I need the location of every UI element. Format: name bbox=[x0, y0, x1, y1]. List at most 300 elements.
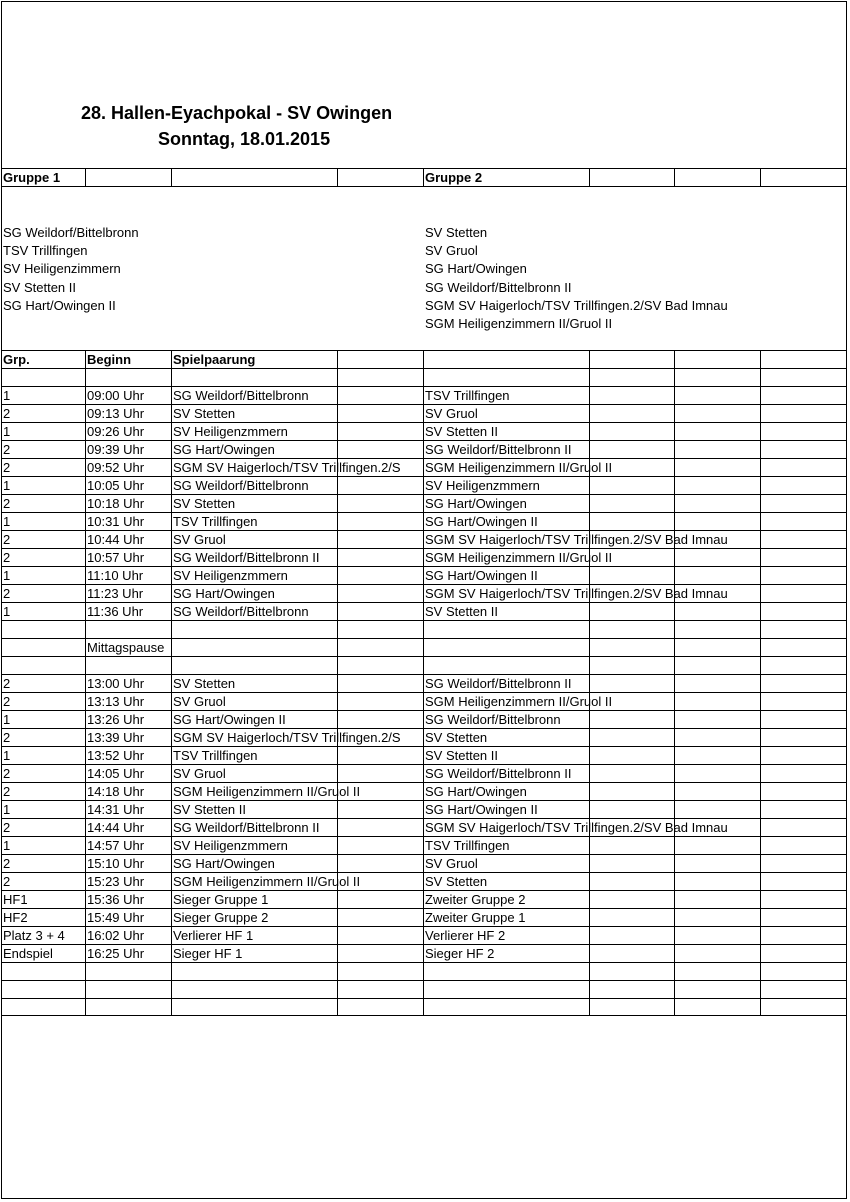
table-cell bbox=[337, 603, 423, 620]
table-cell bbox=[674, 621, 760, 638]
table-cell bbox=[760, 351, 847, 368]
table-cell bbox=[674, 981, 760, 998]
table-cell bbox=[760, 459, 847, 476]
match-row bbox=[1, 746, 847, 764]
table-cell bbox=[674, 549, 760, 566]
match-group: 2 bbox=[3, 496, 11, 511]
table-cell bbox=[589, 711, 674, 728]
match-row bbox=[1, 386, 847, 404]
team-name: SV Heiligenzimmern bbox=[3, 261, 121, 277]
column-header-start: Beginn bbox=[87, 352, 132, 367]
match-row bbox=[1, 854, 847, 872]
lunch-break-label: Mittagspause bbox=[87, 640, 165, 655]
match-time: 10:57 Uhr bbox=[87, 550, 145, 565]
table-cell bbox=[674, 351, 760, 368]
match-group: Platz 3 + 4 bbox=[3, 928, 65, 943]
table-cell bbox=[1, 675, 85, 692]
team-name: SGM SV Haigerloch/TSV Trillfingen.2/SV Bad Imnau bbox=[425, 297, 728, 313]
table-cell bbox=[589, 783, 674, 800]
table-cell bbox=[337, 405, 423, 422]
match-row bbox=[1, 512, 847, 530]
table-cell bbox=[1, 765, 85, 782]
group1-team-list bbox=[3, 224, 139, 315]
table-cell bbox=[337, 441, 423, 458]
match-row bbox=[1, 944, 847, 962]
match-home-team: SV Stetten bbox=[173, 496, 236, 511]
match-group: 1 bbox=[3, 802, 11, 817]
table-cell bbox=[423, 981, 589, 998]
table-cell bbox=[1, 585, 85, 602]
table-cell bbox=[337, 387, 423, 404]
table-cell bbox=[423, 621, 589, 638]
match-home-team: SGM SV Haigerloch/TSV Trillfingen.2/S bbox=[173, 460, 401, 475]
match-time: 14:44 Uhr bbox=[87, 820, 145, 835]
table-cell bbox=[674, 855, 760, 872]
table-cell bbox=[85, 657, 171, 674]
match-home-team: SG Weildorf/Bittelbronn bbox=[173, 604, 309, 619]
table-cell bbox=[337, 621, 423, 638]
match-time: 14:57 Uhr bbox=[87, 838, 145, 853]
table-cell bbox=[589, 567, 674, 584]
match-away-team: SV Stetten II bbox=[425, 748, 498, 763]
table-cell bbox=[589, 639, 674, 656]
table-cell bbox=[674, 783, 760, 800]
table-cell bbox=[674, 387, 760, 404]
match-home-team: SG Weildorf/Bittelbronn bbox=[173, 478, 309, 493]
match-home-team: Sieger HF 1 bbox=[173, 946, 243, 961]
column-header-match: Spielpaarung bbox=[173, 352, 256, 367]
match-home-team: SV Heiligenzmmern bbox=[173, 568, 288, 583]
match-group: 2 bbox=[3, 586, 11, 601]
match-group: 1 bbox=[3, 838, 11, 853]
team-name: SV Gruol bbox=[425, 243, 478, 259]
match-time: 13:13 Uhr bbox=[87, 694, 145, 709]
match-away-team: SGM SV Haigerloch/TSV Trillfingen.2/SV Bad Imnau bbox=[425, 820, 728, 835]
table-cell bbox=[337, 855, 423, 872]
match-away-team: SGM Heiligenzimmern II/Gruol II bbox=[425, 460, 613, 475]
match-away-team: SGM Heiligenzimmern II/Gruol II bbox=[425, 694, 613, 709]
table-cell bbox=[760, 369, 847, 386]
table-cell bbox=[589, 927, 674, 944]
table-cell bbox=[337, 369, 423, 386]
match-away-team: TSV Trillfingen bbox=[425, 388, 510, 403]
table-cell bbox=[589, 387, 674, 404]
table-cell bbox=[423, 639, 589, 656]
match-home-team: SV Stetten bbox=[173, 406, 236, 421]
table-cell bbox=[1, 729, 85, 746]
table-cell bbox=[85, 963, 171, 980]
table-cell bbox=[674, 495, 760, 512]
group-header-row bbox=[1, 168, 847, 186]
table-cell bbox=[760, 639, 847, 656]
match-home-team: SV Heiligenzmmern bbox=[173, 838, 288, 853]
match-group: 2 bbox=[3, 406, 11, 421]
table-cell bbox=[589, 963, 674, 980]
table-cell bbox=[337, 531, 423, 548]
table-cell bbox=[760, 729, 847, 746]
column-header-grp: Grp. bbox=[3, 352, 30, 367]
table-cell bbox=[85, 369, 171, 386]
table-cell bbox=[674, 801, 760, 818]
match-row bbox=[1, 908, 847, 926]
table-cell bbox=[589, 747, 674, 764]
table-cell bbox=[85, 999, 171, 1015]
match-time: 13:52 Uhr bbox=[87, 748, 145, 763]
table-cell bbox=[674, 369, 760, 386]
table-cell bbox=[337, 639, 423, 656]
match-time: 10:05 Uhr bbox=[87, 478, 145, 493]
match-time: 09:13 Uhr bbox=[87, 406, 145, 421]
match-row bbox=[1, 584, 847, 602]
table-cell bbox=[760, 531, 847, 548]
match-away-team: Sieger HF 2 bbox=[425, 946, 495, 961]
table-cell bbox=[589, 603, 674, 620]
table-cell bbox=[589, 477, 674, 494]
table-cell bbox=[423, 963, 589, 980]
match-group: HF2 bbox=[3, 910, 28, 925]
match-time: 11:10 Uhr bbox=[87, 568, 144, 583]
match-home-team: SV Stetten bbox=[173, 676, 236, 691]
table-cell bbox=[760, 981, 847, 998]
table-cell bbox=[1, 711, 85, 728]
table-cell bbox=[423, 369, 589, 386]
match-group: 2 bbox=[3, 550, 11, 565]
table-cell bbox=[1, 567, 85, 584]
match-group: Endspiel bbox=[3, 946, 53, 961]
empty-row bbox=[1, 980, 847, 998]
empty-row bbox=[1, 368, 847, 386]
table-cell bbox=[589, 621, 674, 638]
table-cell bbox=[171, 369, 337, 386]
match-home-team: Verlierer HF 1 bbox=[173, 928, 254, 943]
match-home-team: SGM SV Haigerloch/TSV Trillfingen.2/S bbox=[173, 730, 401, 745]
table-cell bbox=[1, 837, 85, 854]
table-cell bbox=[1, 999, 85, 1015]
table-cell bbox=[337, 657, 423, 674]
match-group: 2 bbox=[3, 460, 11, 475]
schedule-header-row bbox=[1, 350, 847, 368]
match-time: 09:52 Uhr bbox=[87, 460, 145, 475]
table-cell bbox=[85, 981, 171, 998]
match-row bbox=[1, 458, 847, 476]
table-cell bbox=[1, 459, 85, 476]
match-away-team: SG Hart/Owingen II bbox=[425, 802, 538, 817]
match-time: 14:18 Uhr bbox=[87, 784, 145, 799]
table-cell bbox=[674, 567, 760, 584]
table-cell bbox=[760, 405, 847, 422]
table-cell bbox=[85, 621, 171, 638]
table-cell bbox=[589, 999, 674, 1015]
table-cell bbox=[1, 423, 85, 440]
table-cell bbox=[171, 169, 337, 186]
table-cell bbox=[760, 657, 847, 674]
table-cell bbox=[674, 927, 760, 944]
match-home-team: Sieger Gruppe 2 bbox=[173, 910, 269, 925]
match-group: 1 bbox=[3, 388, 11, 403]
match-row bbox=[1, 872, 847, 890]
match-group: 2 bbox=[3, 856, 11, 871]
break-row bbox=[1, 638, 847, 656]
table-cell bbox=[337, 801, 423, 818]
table-cell bbox=[337, 837, 423, 854]
match-group: 1 bbox=[3, 478, 11, 493]
table-cell bbox=[674, 639, 760, 656]
team-name: SG Hart/Owingen II bbox=[3, 297, 116, 313]
table-cell bbox=[760, 783, 847, 800]
match-home-team: SG Hart/Owingen bbox=[173, 586, 275, 601]
match-row bbox=[1, 728, 847, 746]
match-away-team: SV Stetten bbox=[425, 874, 488, 889]
match-row bbox=[1, 800, 847, 818]
table-cell bbox=[337, 567, 423, 584]
match-away-team: SG Hart/Owingen II bbox=[425, 514, 538, 529]
table-cell bbox=[337, 981, 423, 998]
table-cell bbox=[337, 945, 423, 962]
table-cell bbox=[674, 963, 760, 980]
group2-header: Gruppe 2 bbox=[425, 170, 483, 185]
team-name: SV Stetten II bbox=[3, 279, 76, 295]
table-cell bbox=[337, 169, 423, 186]
table-cell bbox=[674, 693, 760, 710]
match-home-team: SG Weildorf/Bittelbronn II bbox=[173, 550, 320, 565]
table-cell bbox=[760, 801, 847, 818]
team-name: SG Hart/Owingen bbox=[425, 261, 527, 277]
table-cell bbox=[674, 513, 760, 530]
table-cell bbox=[589, 351, 674, 368]
table-cell bbox=[760, 387, 847, 404]
table-cell bbox=[1, 819, 85, 836]
match-group: 1 bbox=[3, 568, 11, 583]
match-row bbox=[1, 602, 847, 620]
table-cell bbox=[1, 405, 85, 422]
table-cell bbox=[760, 513, 847, 530]
match-group: 1 bbox=[3, 712, 11, 727]
table-cell bbox=[423, 351, 589, 368]
match-row bbox=[1, 440, 847, 458]
team-name: SG Weildorf/Bittelbronn bbox=[3, 225, 139, 240]
match-row bbox=[1, 782, 847, 800]
table-cell bbox=[589, 423, 674, 440]
table-cell bbox=[589, 675, 674, 692]
table-cell bbox=[85, 169, 171, 186]
table-cell bbox=[1, 513, 85, 530]
match-home-team: SGM Heiligenzimmern II/Gruol II bbox=[173, 784, 361, 799]
team-name: SV Stetten bbox=[425, 225, 488, 240]
table-cell bbox=[337, 999, 423, 1015]
table-cell bbox=[171, 963, 337, 980]
table-cell bbox=[589, 495, 674, 512]
table-cell bbox=[589, 873, 674, 890]
table-cell bbox=[1, 981, 85, 998]
match-away-team: SG Hart/Owingen bbox=[425, 784, 527, 799]
table-cell bbox=[337, 693, 423, 710]
table-cell bbox=[760, 441, 847, 458]
match-row bbox=[1, 836, 847, 854]
match-time: 09:26 Uhr bbox=[87, 424, 145, 439]
table-cell bbox=[760, 423, 847, 440]
table-cell bbox=[1, 855, 85, 872]
match-row bbox=[1, 890, 847, 908]
match-row bbox=[1, 404, 847, 422]
table-cell bbox=[171, 657, 337, 674]
match-row bbox=[1, 422, 847, 440]
table-cell bbox=[337, 819, 423, 836]
match-home-team: SV Stetten II bbox=[173, 802, 246, 817]
table-cell bbox=[760, 693, 847, 710]
table-cell bbox=[589, 369, 674, 386]
table-cell bbox=[1, 693, 85, 710]
table-cell bbox=[589, 765, 674, 782]
match-time: 14:05 Uhr bbox=[87, 766, 145, 781]
table-cell bbox=[760, 873, 847, 890]
table-cell bbox=[674, 765, 760, 782]
match-away-team: SG Weildorf/Bittelbronn II bbox=[425, 766, 572, 781]
match-home-team: SV Gruol bbox=[173, 532, 226, 547]
table-cell bbox=[760, 495, 847, 512]
group2-team-list bbox=[425, 224, 728, 333]
table-cell bbox=[589, 405, 674, 422]
table-cell bbox=[1, 369, 85, 386]
match-row bbox=[1, 818, 847, 836]
match-time: 11:23 Uhr bbox=[87, 586, 144, 601]
match-away-team: Verlierer HF 2 bbox=[425, 928, 506, 943]
table-cell bbox=[171, 999, 337, 1015]
match-home-team: TSV Trillfingen bbox=[173, 748, 258, 763]
table-cell bbox=[760, 169, 847, 186]
table-cell bbox=[1, 441, 85, 458]
match-group: 2 bbox=[3, 676, 11, 691]
table-cell bbox=[760, 837, 847, 854]
table-cell bbox=[760, 567, 847, 584]
team-name: SG Weildorf/Bittelbronn II bbox=[425, 279, 572, 295]
match-home-team: SG Weildorf/Bittelbronn II bbox=[173, 820, 320, 835]
match-group: 1 bbox=[3, 748, 11, 763]
table-cell bbox=[674, 423, 760, 440]
match-group: 2 bbox=[3, 874, 11, 889]
match-away-team: SG Hart/Owingen II bbox=[425, 568, 538, 583]
table-cell bbox=[674, 873, 760, 890]
table-cell bbox=[760, 675, 847, 692]
team-name: SGM Heiligenzimmern II/Gruol II bbox=[425, 315, 613, 331]
match-group: 1 bbox=[3, 604, 11, 619]
match-away-team: Zweiter Gruppe 1 bbox=[425, 910, 526, 925]
table-cell bbox=[1, 387, 85, 404]
match-row bbox=[1, 674, 847, 692]
match-away-team: Zweiter Gruppe 2 bbox=[425, 892, 526, 907]
table-cell bbox=[337, 891, 423, 908]
table-cell bbox=[337, 585, 423, 602]
table-cell bbox=[760, 711, 847, 728]
table-cell bbox=[760, 855, 847, 872]
match-group: 2 bbox=[3, 784, 11, 799]
match-home-team: SV Heiligenzmmern bbox=[173, 424, 288, 439]
table-cell bbox=[674, 747, 760, 764]
table-cell bbox=[1, 783, 85, 800]
table-cell bbox=[1, 639, 85, 656]
table-cell bbox=[674, 837, 760, 854]
table-cell bbox=[589, 945, 674, 962]
match-home-team: SG Hart/Owingen bbox=[173, 442, 275, 457]
table-cell bbox=[674, 459, 760, 476]
table-cell bbox=[423, 657, 589, 674]
match-time: 14:31 Uhr bbox=[87, 802, 145, 817]
table-cell bbox=[674, 999, 760, 1015]
table-cell bbox=[760, 891, 847, 908]
match-away-team: SV Gruol bbox=[425, 856, 478, 871]
table-cell bbox=[1, 873, 85, 890]
table-cell bbox=[1, 963, 85, 980]
empty-row bbox=[1, 962, 847, 980]
match-group: 2 bbox=[3, 820, 11, 835]
table-cell bbox=[674, 909, 760, 926]
match-home-team: TSV Trillfingen bbox=[173, 514, 258, 529]
table-cell bbox=[337, 765, 423, 782]
table-cell bbox=[760, 621, 847, 638]
table-cell bbox=[337, 549, 423, 566]
table-cell bbox=[1, 621, 85, 638]
match-group: 2 bbox=[3, 532, 11, 547]
table-cell bbox=[760, 477, 847, 494]
match-row bbox=[1, 566, 847, 584]
match-time: 15:23 Uhr bbox=[87, 874, 145, 889]
table-cell bbox=[337, 711, 423, 728]
match-home-team: SG Weildorf/Bittelbronn bbox=[173, 388, 309, 403]
table-cell bbox=[760, 999, 847, 1015]
table-cell bbox=[337, 927, 423, 944]
match-row bbox=[1, 494, 847, 512]
match-time: 11:36 Uhr bbox=[87, 604, 144, 619]
match-time: 10:18 Uhr bbox=[87, 496, 145, 511]
match-home-team: SG Hart/Owingen bbox=[173, 856, 275, 871]
match-row bbox=[1, 764, 847, 782]
match-away-team: SV Stetten II bbox=[425, 604, 498, 619]
table-cell bbox=[589, 909, 674, 926]
table-cell bbox=[760, 765, 847, 782]
match-row bbox=[1, 476, 847, 494]
table-cell bbox=[1, 495, 85, 512]
empty-row bbox=[1, 998, 847, 1016]
table-cell bbox=[760, 603, 847, 620]
table-cell bbox=[589, 801, 674, 818]
table-cell bbox=[337, 909, 423, 926]
table-cell bbox=[760, 549, 847, 566]
table-cell bbox=[171, 621, 337, 638]
group1-header: Gruppe 1 bbox=[3, 170, 61, 185]
match-row bbox=[1, 530, 847, 548]
match-row bbox=[1, 548, 847, 566]
empty-row bbox=[1, 656, 847, 674]
table-cell bbox=[337, 675, 423, 692]
table-cell bbox=[760, 927, 847, 944]
match-time: 09:39 Uhr bbox=[87, 442, 145, 457]
match-row bbox=[1, 692, 847, 710]
schedule-table bbox=[1, 168, 847, 1016]
table-cell bbox=[1, 477, 85, 494]
match-group: 1 bbox=[3, 424, 11, 439]
table-cell bbox=[171, 639, 337, 656]
match-home-team: SV Gruol bbox=[173, 694, 226, 709]
group-lists bbox=[1, 186, 847, 350]
match-time: 10:31 Uhr bbox=[87, 514, 145, 529]
page-title: 28. Hallen-Eyachpokal - SV Owingen bbox=[81, 103, 393, 123]
match-away-team: SV Gruol bbox=[425, 406, 478, 421]
table-cell bbox=[589, 837, 674, 854]
table-cell bbox=[674, 603, 760, 620]
table-cell bbox=[589, 441, 674, 458]
table-cell bbox=[337, 963, 423, 980]
match-group: 2 bbox=[3, 730, 11, 745]
match-time: 15:36 Uhr bbox=[87, 892, 145, 907]
